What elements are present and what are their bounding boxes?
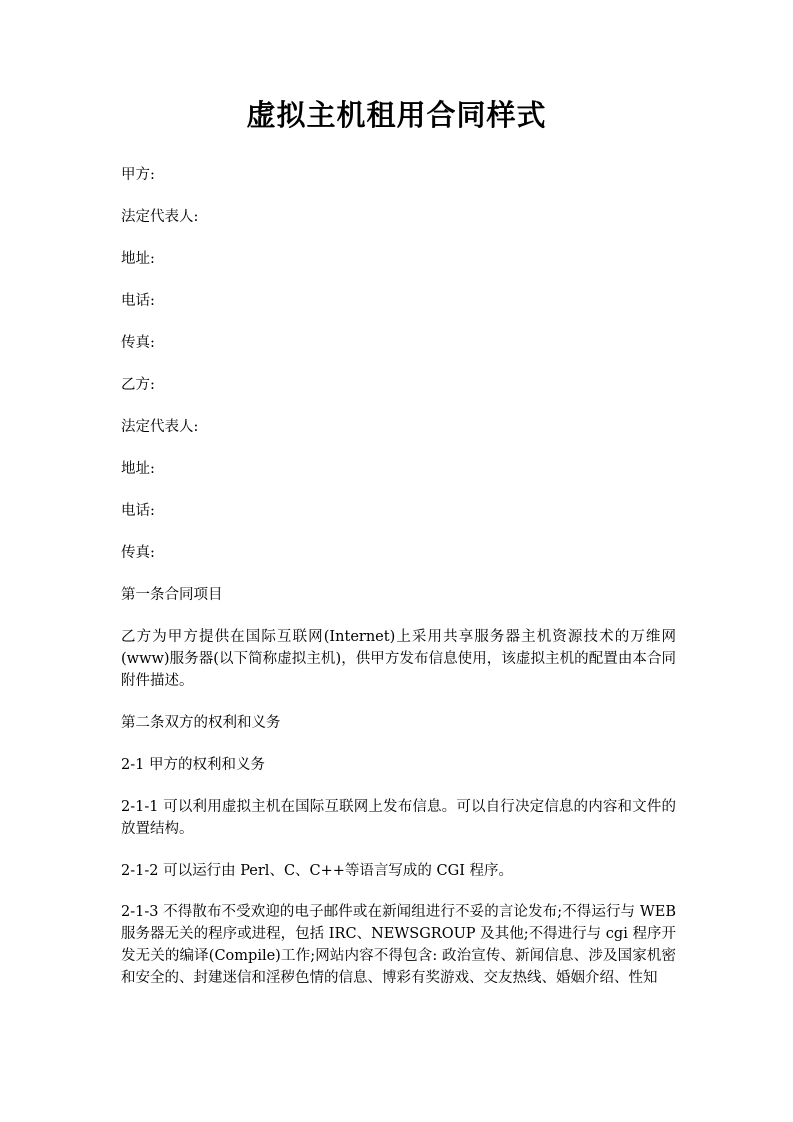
party-b-phone: 电话: bbox=[121, 503, 155, 519]
party-b-rep: 法定代表人: bbox=[121, 419, 199, 435]
item-2-1-2: 2-1-2 可以运行由 Perl、C、C++等语言写成的 CGI 程序。 bbox=[121, 863, 514, 879]
party-a-rep: 法定代表人: bbox=[121, 209, 199, 225]
party-b-label: 乙方: bbox=[121, 377, 155, 393]
article2-sub1-heading: 2-1 甲方的权利和义务 bbox=[121, 757, 265, 773]
party-a-label: 甲方: bbox=[121, 167, 155, 183]
article1-heading: 第一条合同项目 bbox=[121, 587, 223, 603]
item-2-1-1: 2-1-1 可以利用虚拟主机在国际互联网上发布信息。可以自行决定信息的内容和文件的放置结构。 bbox=[121, 799, 676, 837]
document-title: 虚拟主机租用合同样式 bbox=[246, 98, 547, 132]
party-a-address: 地址: bbox=[121, 251, 155, 267]
party-b-address: 地址: bbox=[121, 461, 155, 477]
document-body bbox=[121, 164, 676, 1009]
item-2-1-3: 2-1-3 不得散布不受欢迎的电子邮件或在新闻组进行不妥的言论发布;不得运行与 WEB 服务器无关的程序或进程，包括 IRC、NEWSGROUP 及其他;不得进行与 cgi 程序开发无关的编译(Compile)工作;网站内容不得包含: 政治宣传、新闻信息、涉及国家机密和安全的、封建迷信和淫秽色情的信息、博彩有奖游戏、交友热线、婚姻介绍、性知 bbox=[121, 904, 676, 986]
party-a-phone: 电话: bbox=[121, 293, 155, 309]
party-a-fax: 传真: bbox=[121, 335, 155, 351]
party-b-fax: 传真: bbox=[121, 545, 155, 561]
article2-heading: 第二条双方的权利和义务 bbox=[121, 715, 281, 731]
article1-body: 乙方为甲方提供在国际互联网(Internet)上采用共享服务器主机资源技术的万维网(www)服务器(以下简称虚拟主机)，供甲方发布信息使用，该虚拟主机的配置由本合同附件描述。 bbox=[121, 629, 676, 689]
